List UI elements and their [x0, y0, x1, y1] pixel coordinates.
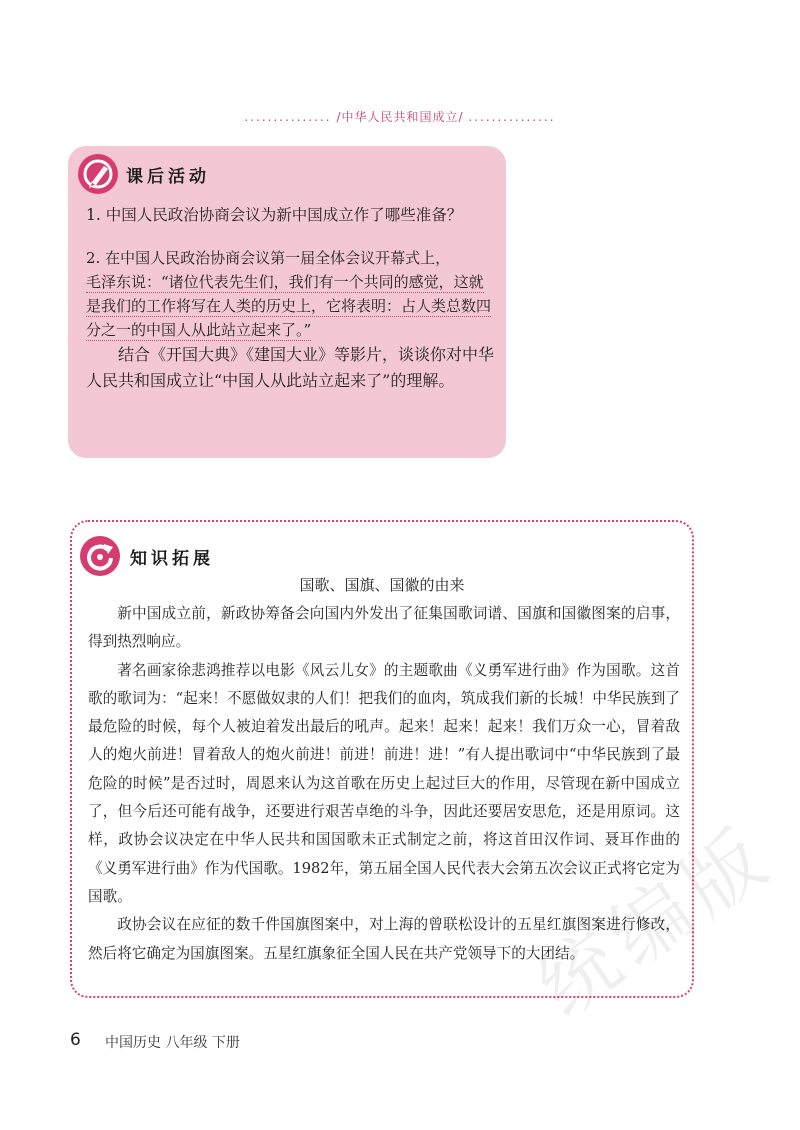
- pencil-icon: [78, 154, 118, 194]
- question-2-intro: 2. 在中国人民政治协商会议第一届全体会议开幕式上，: [86, 249, 451, 267]
- question-2-task: 结合《开国大典》《建国大业》等影片，谈谈你对中华人民共和国成立让“中国人从此站立起来了”的理解。: [86, 345, 495, 390]
- header-dots-left: ...............: [244, 110, 332, 124]
- chapter-title: /中华人民共和国成立/: [336, 110, 464, 124]
- refresh-arrow-icon: [80, 536, 120, 576]
- header-dots-right: ...............: [468, 110, 556, 124]
- page-number: 6: [70, 1030, 81, 1050]
- knowledge-title: 知识拓展: [130, 549, 214, 569]
- knowledge-paragraph: 著名画家徐悲鸿推荐以电影《风云儿女》的主题歌曲《义勇军进行曲》作为国歌。这首歌的歌词为：“起来！不愿做奴隶的人们！把我们的血肉，筑成我们新的长城！中华民族到了最危险的时候，每个人被迫着发出最后的吼声。起来！起来！起来！我们万众一心，冒着敌人的炮火前进！冒着敌人的炮火前进！前进！前进！进！”有人提出歌词中“中华民族到了最危险的时候”是否过时，周恩来认为这首歌在历史上起过巨大的作用，尽管现在新中国成立了，但今后还可能有战争，还要进行艰苦卓绝的斗争，因此还要居安思危，还是用原词。这样，政协会议决定在中华人民共和国国歌未正式制定之前，将这首田汉作词、聂耳作曲的《义勇军进行曲》作为代国歌。1982年，第五届全国人民代表大会第五次会议正式将它定为国歌。: [88, 661, 680, 905]
- activity-title: 课后活动: [126, 167, 210, 187]
- question-2: [86, 246, 496, 342]
- after-class-activity-box: [68, 146, 506, 458]
- knowledge-paragraph: 新中国成立前，新政协筹备会向国内外发出了征集国歌词谱、国旗和国徽图案的启事，得到热烈响应。: [88, 605, 680, 651]
- watermark: 统编版: [522, 809, 790, 1035]
- knowledge-subtitle: 国歌、国旗、国徽的由来: [299, 576, 465, 594]
- knowledge-paragraph: 政协会议在应征的数千件国旗图案中，对上海的曾联松设计的五星红旗图案进行修改，然后将它确定为国旗图案。五星红旗象征全国人民在共产党领导下的大团结。: [88, 916, 680, 962]
- question-1: 1. 中国人民政治协商会议为新中国成立作了哪些准备？: [86, 206, 463, 224]
- question-2-quote: 毛泽东说：“诸位代表先生们，我们有一个共同的感觉，这就是我们的工作将写在人类的历史上，它将表明：占人类总数四分之一的中国人从此站立起来了。”: [86, 273, 492, 339]
- chapter-header: [0, 108, 800, 125]
- book-title: 中国历史 八年级 下册: [105, 1035, 240, 1051]
